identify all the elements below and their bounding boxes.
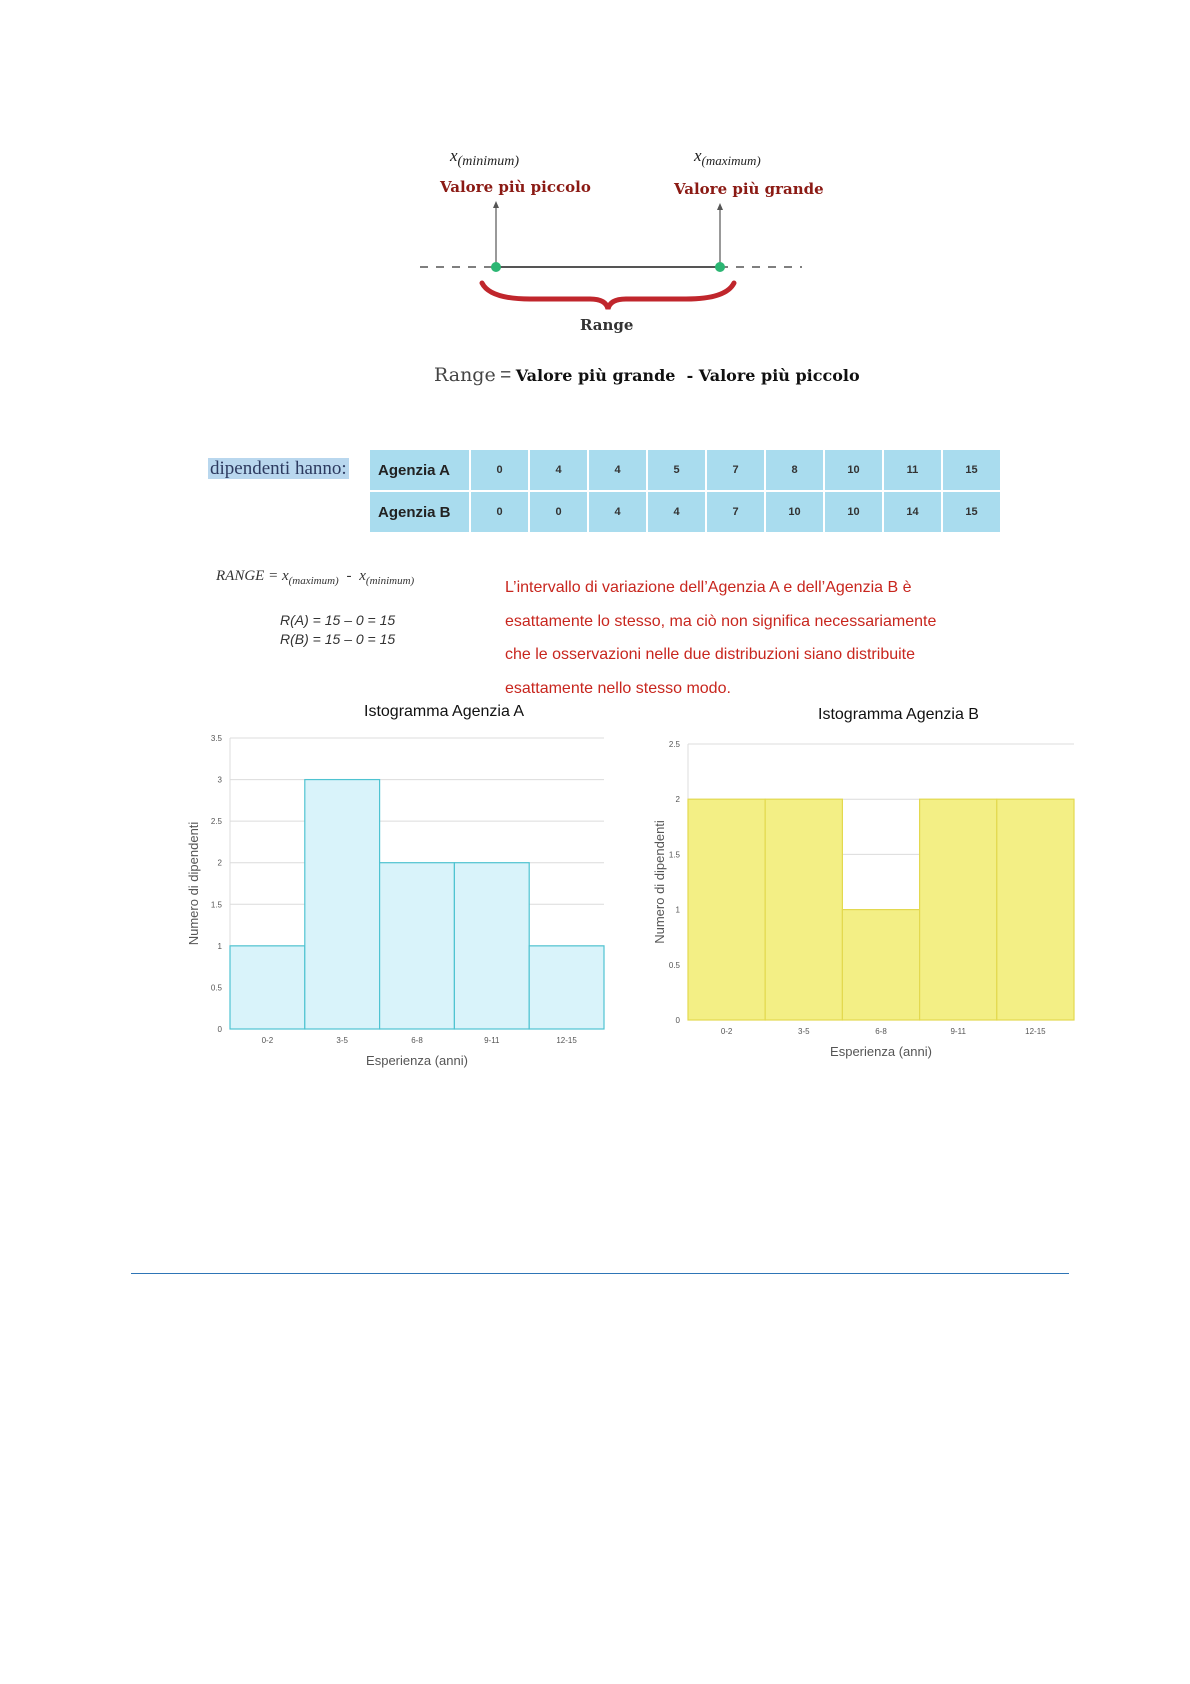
y-axis-label: Numero di dipendenti [186, 821, 201, 946]
histogram-bar [454, 863, 529, 1029]
x-axis-label: Esperienza (anni) [366, 1053, 468, 1068]
range-formula-rhs: Valore più grande - Valore più piccolo [515, 366, 860, 385]
y-tick-label: 0 [217, 1025, 222, 1034]
table-cell: 0 [529, 491, 588, 533]
data-table [368, 448, 1002, 534]
x-min-subscript: (minimum) [457, 154, 519, 169]
x-min-symbol: x [450, 146, 458, 165]
range-brace [482, 283, 734, 309]
y-tick-label: 0 [675, 1016, 680, 1025]
table-caption-wrap [208, 458, 349, 480]
range-formula-eq: = [500, 365, 512, 386]
table-row [369, 449, 1001, 491]
histogram-agenzia-b [648, 734, 1084, 1064]
histogram-agenzia-a [180, 728, 620, 1073]
x-min-sub-2: (minimum) [365, 575, 415, 587]
x-tick-label: 12-15 [1025, 1027, 1046, 1036]
min-point [491, 262, 501, 272]
x-tick-label: 0-2 [261, 1036, 274, 1045]
table-row [369, 491, 1001, 533]
table-cell: 7 [706, 491, 765, 533]
table-cell: 5 [647, 449, 706, 491]
explanation-paragraph [505, 571, 936, 705]
x-tick-label: 12-15 [556, 1036, 577, 1045]
y-tick-label: 1.5 [210, 900, 222, 910]
table-cell: 10 [824, 449, 883, 491]
table-cell: 4 [588, 491, 647, 533]
histogram-bar [529, 946, 604, 1029]
range-general-formula [216, 568, 414, 587]
table-cell: 4 [647, 491, 706, 533]
row-head-b: Agenzia B [369, 491, 470, 533]
x-min-symbol-2: x [359, 568, 366, 584]
x-max-subscript: (maximum) [701, 153, 761, 168]
table-cell: 7 [706, 449, 765, 491]
x-tick-label: 9-11 [950, 1027, 966, 1036]
range-formula-lhs: Range [434, 364, 496, 386]
range-a: R(A) = 15 – 0 = 15 [280, 612, 396, 628]
table-cell: 0 [470, 491, 529, 533]
x-minimum-label [450, 146, 519, 170]
histogram-bar [230, 946, 305, 1029]
min-value-label: Valore più piccolo [440, 178, 591, 196]
max-value-label: Valore più grande [674, 180, 824, 198]
x-max-symbol: x [694, 146, 702, 165]
table-cell: 8 [765, 449, 824, 491]
y-axis-label: Numero di dipendenti [652, 820, 667, 944]
x-tick-label: 0-2 [720, 1027, 733, 1036]
range-number-line [410, 195, 810, 335]
chart-a-title: Istogramma Agenzia A [364, 703, 525, 720]
y-tick-label: 1 [217, 941, 222, 951]
y-tick-label: 1 [675, 905, 680, 915]
y-tick-label: 2 [217, 858, 222, 868]
range-word: RANGE [216, 568, 265, 584]
y-tick-label: 0.5 [210, 983, 222, 993]
x-maximum-label [694, 146, 761, 169]
range-b: R(B) = 15 – 0 = 15 [280, 631, 396, 647]
explanation-line: che le osservazioni nelle due distribuzioni siano distribuite [505, 646, 916, 663]
table-cell: 0 [470, 449, 529, 491]
histogram-bar [765, 799, 842, 1020]
table-cell: 15 [942, 449, 1001, 491]
table-cell: 11 [883, 449, 942, 491]
range-eq: = [268, 568, 279, 584]
histogram-bar [920, 799, 997, 1020]
x-max-symbol-2: x [281, 568, 289, 584]
y-tick-label: 0.5 [668, 960, 680, 970]
footer-divider [131, 1273, 1069, 1274]
table-cell: 10 [765, 491, 824, 533]
y-tick-label: 2 [675, 795, 680, 805]
max-point [715, 262, 725, 272]
y-tick-label: 3 [217, 775, 222, 785]
histogram-bar [305, 780, 380, 1029]
x-axis-label: Esperienza (anni) [830, 1044, 932, 1059]
y-tick-label: 2.5 [668, 740, 680, 749]
histogram-bar [380, 863, 455, 1029]
range-brace-label: Range [580, 316, 634, 334]
table-cell: 15 [942, 491, 1001, 533]
histogram-bar [842, 910, 919, 1020]
y-tick-label: 1.5 [668, 850, 680, 860]
table-caption: dipendenti hanno: [210, 458, 347, 479]
x-tick-label: 6-8 [411, 1036, 423, 1045]
explanation-line: esattamente lo stesso, ma ciò non significa necessariamente [505, 612, 937, 630]
x-tick-label: 3-5 [336, 1036, 348, 1045]
x-max-sub-2: (maximum) [288, 575, 339, 587]
range-formula [434, 364, 860, 387]
y-tick-label: 2.5 [210, 817, 222, 827]
explanation-line: esattamente nello stesso modo. [505, 679, 731, 697]
histogram-bar [688, 799, 765, 1020]
range-minus: - [346, 568, 352, 584]
histogram-bar [997, 799, 1074, 1020]
x-tick-label: 9-11 [484, 1036, 500, 1045]
x-tick-label: 6-8 [875, 1027, 887, 1036]
table-cell: 4 [529, 449, 588, 491]
table-cell: 14 [883, 491, 942, 533]
explanation-line: L’intervallo di variazione dell’Agenzia A e dell’Agenzia B è [505, 579, 912, 596]
x-tick-label: 3-5 [798, 1027, 810, 1036]
table-cell: 4 [588, 449, 647, 491]
y-tick-label: 3.5 [210, 734, 222, 743]
chart-b-title: Istogramma Agenzia B [818, 706, 979, 723]
table-cell: 10 [824, 491, 883, 533]
row-head-a: Agenzia A [369, 449, 470, 491]
